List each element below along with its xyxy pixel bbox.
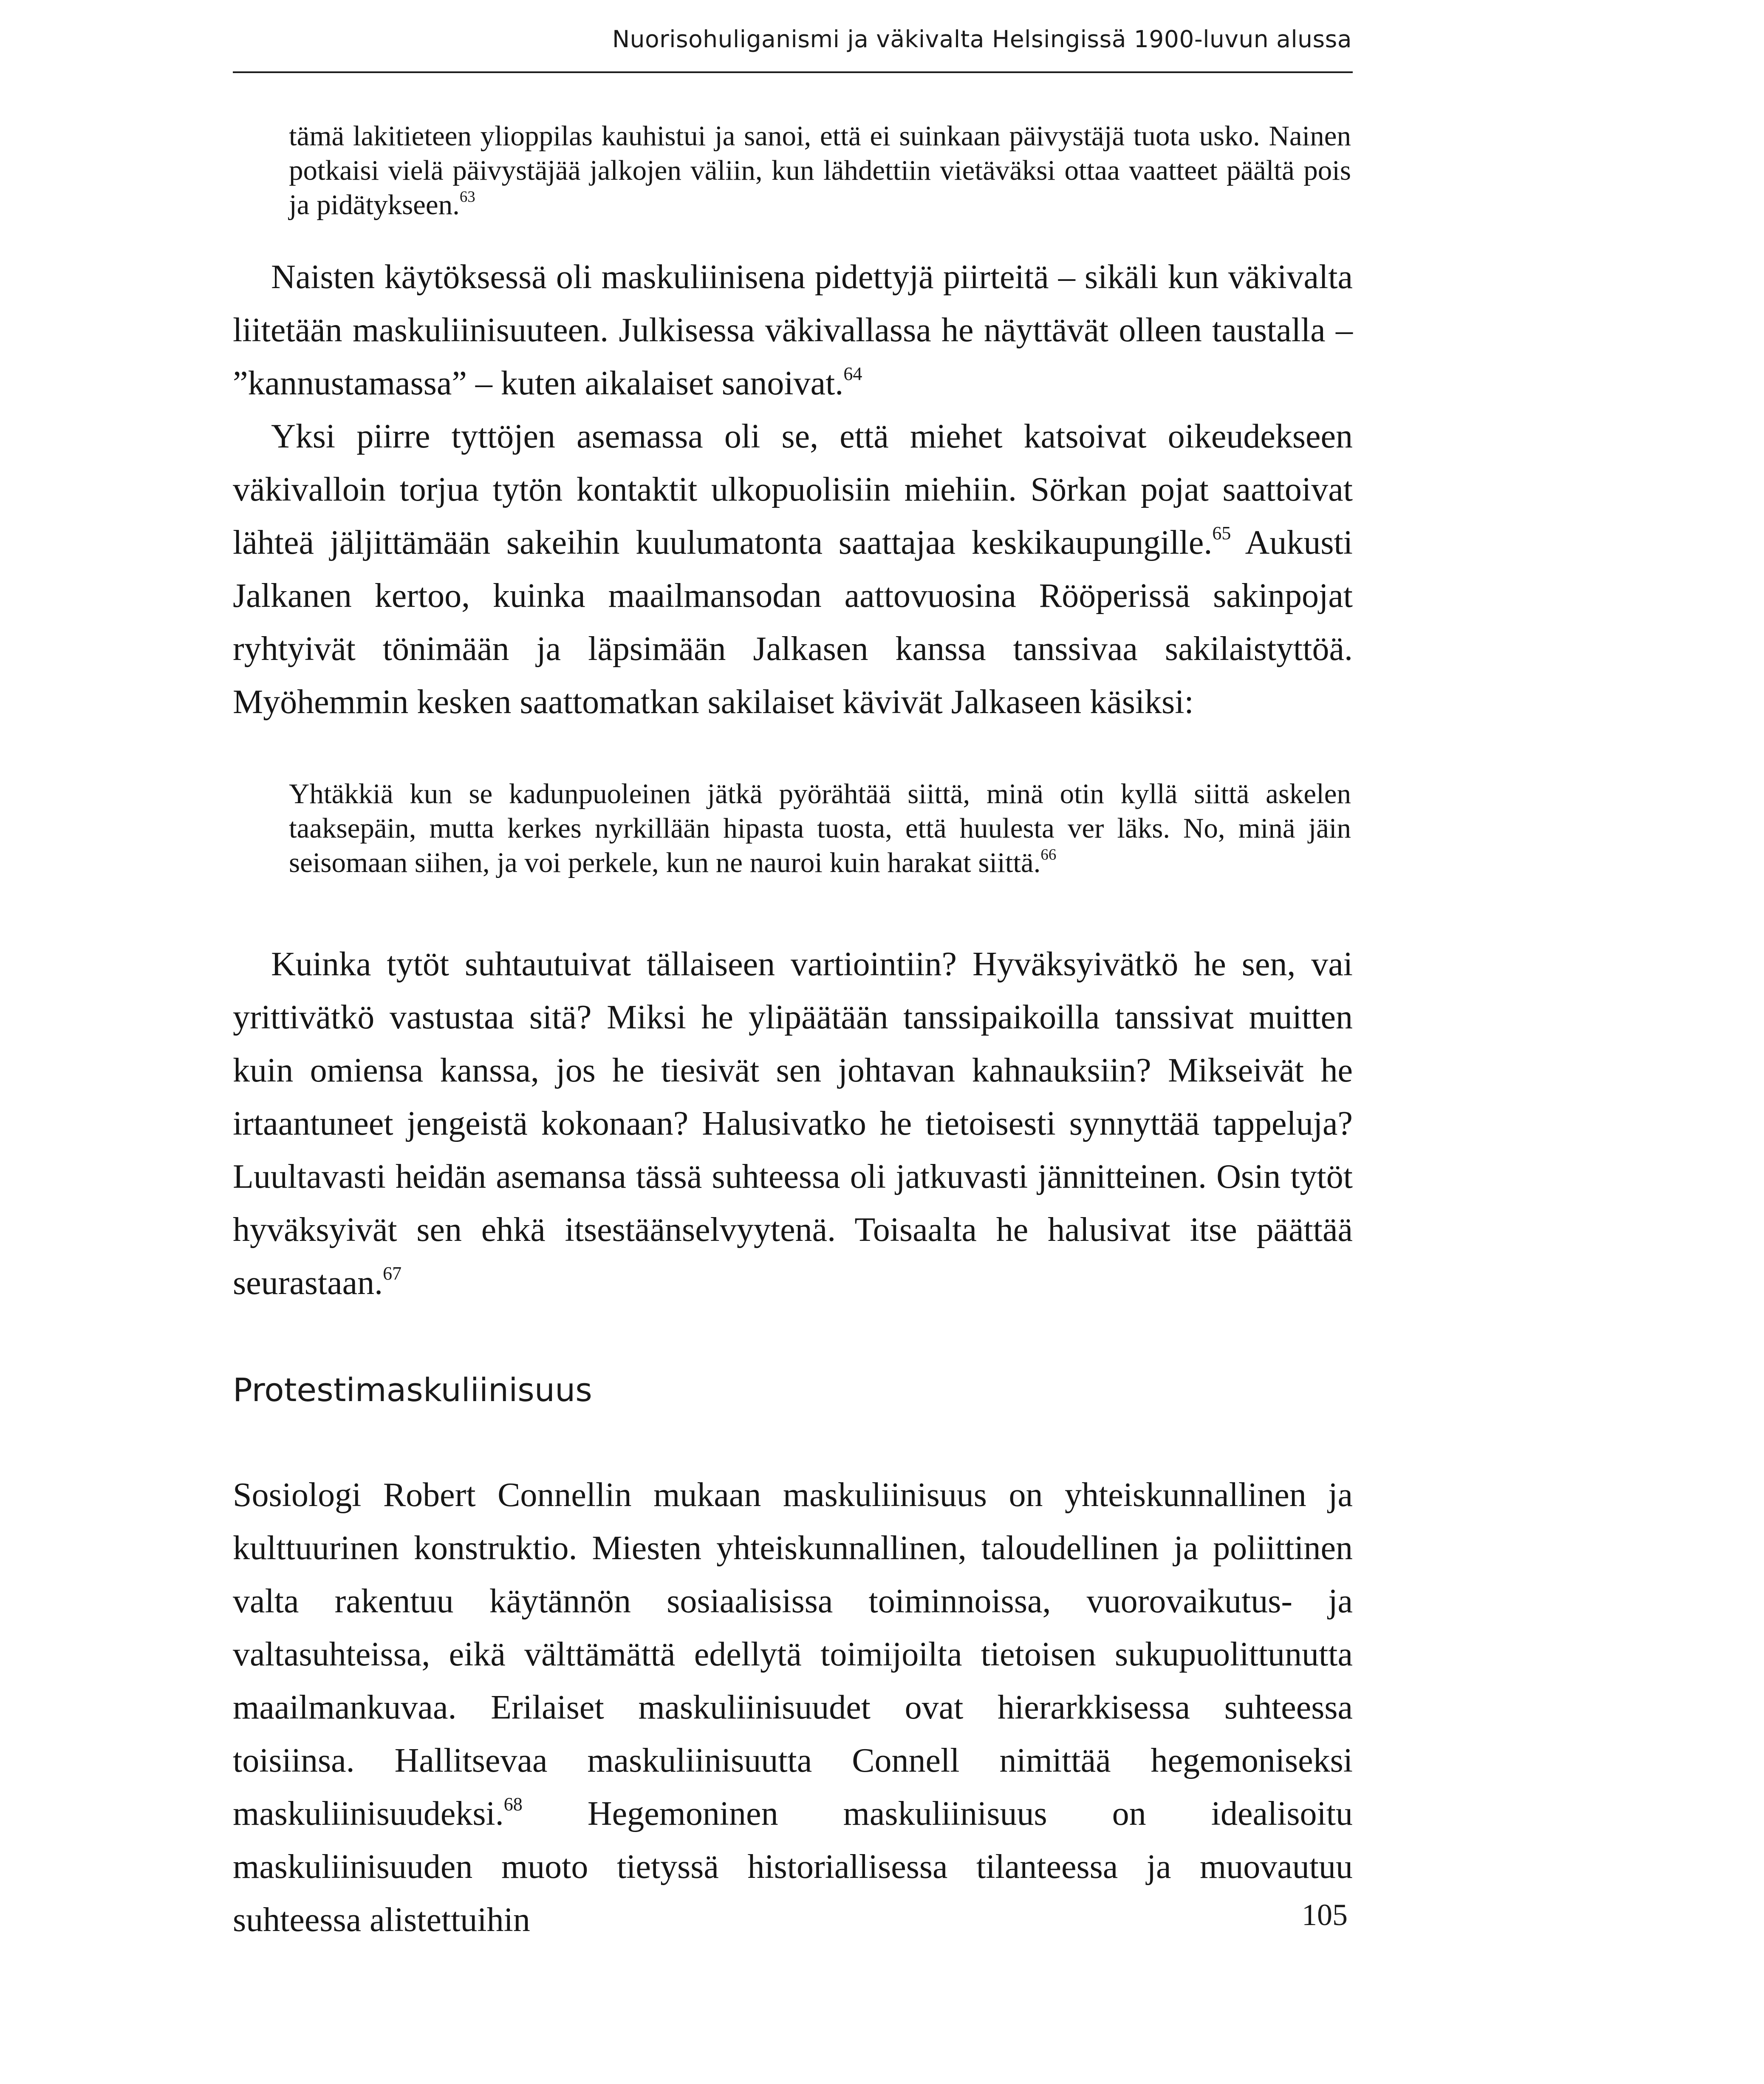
footnote-ref: 67 [383, 1263, 402, 1284]
section-heading: Protestimaskuliinisuus [233, 1371, 592, 1409]
quote-paragraph [289, 119, 1351, 222]
paragraph-text: Hegemoninen maskuliinisuus on idealisoitu maskuliinisuuden muoto tietyssä historiallisessa tilanteessa ja muovautuu suhteessa alistettuihin [233, 1795, 1353, 1939]
page-number: 105 [1302, 1898, 1348, 1932]
header-rule [233, 71, 1353, 73]
footnote-ref: 66 [1040, 846, 1057, 864]
paragraph [233, 251, 1353, 410]
paragraph-text: Yksi piirre tyttöjen asemassa oli se, että miehet katsoivat oikeudekseen väkivalloin torjua tytön kontaktit ulkopuolisiin miehiin. Sörkan pojat saattoivat lähteä jäljittämään sakeihin kuulumatonta saattajaa keskikaupungille. [233, 418, 1353, 561]
body-text-middle [233, 938, 1353, 1310]
footnote-ref: 63 [459, 188, 475, 206]
paragraph-text: Sosiologi Robert Connellin mukaan maskuliinisuus on yhteiskunnallinen ja kulttuurinen konstruktio. Miesten yhteiskunnallinen, taloudellinen ja poliittinen valta rakentuu käytännön sosiaalisissa toiminnoissa, vuorovaikutus- ja valtasuhteissa, eikä välttämättä edellytä toimijoilta tietoisen sukupuolittunutta maailmankuvaa. Erilaiset maskuliinisuudet ovat hierarkkisessa suhteessa toisiinsa. Hallitsevaa maskuliinisuutta Connell nimittää hegemoniseksi maskuliinisuudeksi. [233, 1476, 1353, 1832]
footnote-ref: 65 [1212, 522, 1231, 544]
body-text-lower [233, 1469, 1353, 1947]
paragraph-text: Naisten käytöksessä oli maskuliinisena pidettyjä piirteitä – sikäli kun väkivalta liitetään maskuliinisuuteen. Julkisessa väkivallassa he näyttävät olleen taustalla – ”kannustamassa” – kuten aikalaiset sanoivat. [233, 258, 1353, 402]
paragraph [233, 1469, 1353, 1947]
quote-paragraph [289, 777, 1351, 880]
block-quote-top [289, 119, 1351, 222]
paragraph [233, 410, 1353, 729]
footnote-ref: 64 [843, 363, 862, 384]
running-head: Nuorisohuliganismi ja väkivalta Helsingissä 1900-luvun alussa [612, 25, 1352, 53]
paragraph [233, 938, 1353, 1310]
footnote-ref: 68 [503, 1793, 523, 1815]
quote-text: Yhtäkkiä kun se kadunpuoleinen jätkä pyörähtää siittä, minä otin kyllä siittä askelen taaksepäin, mutta kerkes nyrkillään hipasta tuosta, että huulesta ver läks. No, minä jäin seisomaan siihen, ja voi perkele, kun ne nauroi kuin harakat siittä. [289, 778, 1351, 878]
paragraph-text: Kuinka tytöt suhtautuivat tällaiseen vartiointiin? Hyväksyivätkö he sen, vai yrittivätkö vastustaa sitä? Miksi he ylipäätään tanssipaikoilla tanssivat muitten kuin omiensa kanssa, jos he tiesivät sen johtavan kahnauksiin? Mikseivät he irtaantuneet jengeistä kokonaan? Halusivatko he tietoisesti synnyttää tappeluja? Luultavasti heidän asemansa tässä suhteessa oli jatkuvasti jännitteinen. Osin tytöt hyväksyivät sen ehkä itsestäänselvyytenä. Toisaalta he halusivat itse päättää seurastaan. [233, 946, 1353, 1302]
block-quote-jalkanen [289, 777, 1351, 880]
paragraph-text: Aukusti Jalkanen kertoo, kuinka maailmansodan aattovuosina Rööperissä sakinpojat ryhtyivät tönimään ja läpsimään Jalkasen kanssa tanssivaa sakilaistyttöä. Myöhemmin kesken saattomatkan sakilaiset kävivät Jalkaseen käsiksi: [233, 524, 1353, 721]
quote-text: tämä lakitieteen ylioppilas kauhistui ja sanoi, että ei suinkaan päivystäjä tuota usko. Nainen potkaisi vielä päivystäjää jalkojen väliin, kun lähdettiin vietäväksi ottaa vaatteet päältä pois ja pidätykseen. [289, 120, 1351, 221]
body-text-upper [233, 251, 1353, 729]
